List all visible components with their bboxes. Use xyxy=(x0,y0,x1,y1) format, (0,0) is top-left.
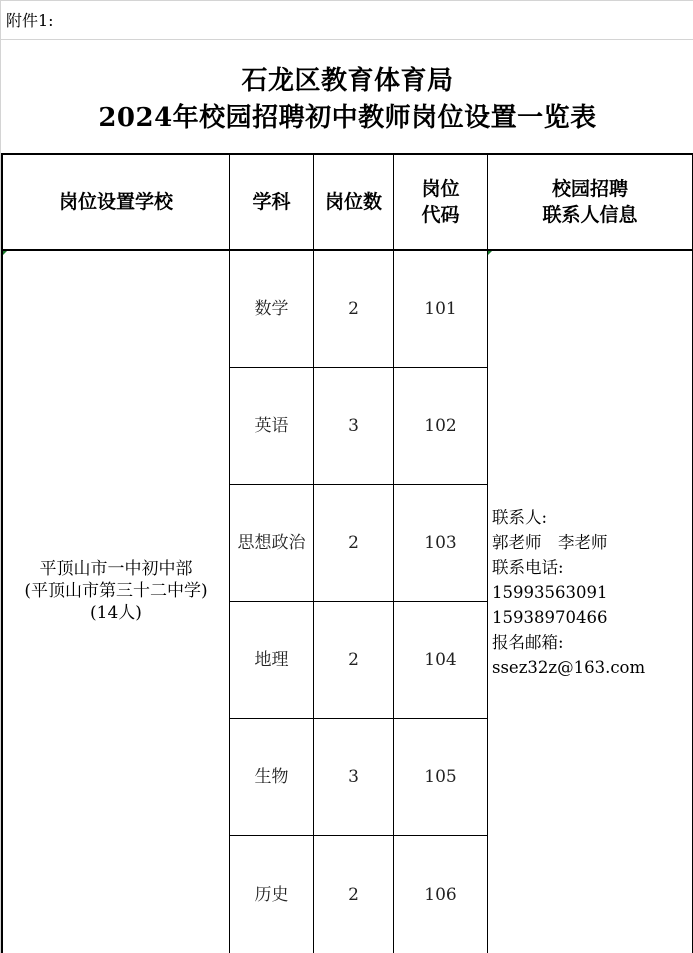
cell-marker xyxy=(488,251,492,255)
attachment-row xyxy=(1,0,693,40)
row-5-subject: 生物 xyxy=(254,767,289,787)
row-2-count: 3 xyxy=(348,416,359,436)
school-name: 平顶山市一中初中部 xyxy=(39,559,193,579)
row-1-count: 2 xyxy=(348,299,359,319)
school-cell xyxy=(3,551,229,631)
contact-persons: 郭老师 李老师 xyxy=(492,533,608,552)
row-1-subject: 数学 xyxy=(254,299,289,319)
row-2-subject: 英语 xyxy=(254,416,289,436)
header-code-line-1: 岗位 xyxy=(421,178,460,200)
row-3-count: 2 xyxy=(348,533,359,553)
header-subject: 学科 xyxy=(252,191,291,213)
column-divider-4 xyxy=(487,153,488,953)
row-1-code: 101 xyxy=(424,299,457,319)
school-alt-name: (平顶山市第三十二中学) xyxy=(24,581,208,601)
contact-phone-1: 15993563091 xyxy=(492,583,608,602)
row-6-subject: 历史 xyxy=(254,884,289,905)
row-2-code: 102 xyxy=(424,416,457,436)
contact-phone-label: 联系电话: xyxy=(492,558,564,577)
document-title-line-1: 石龙区教育体育局 xyxy=(241,66,454,96)
row-6-code: 106 xyxy=(424,884,457,905)
cell-marker xyxy=(3,251,7,255)
row-3-subject: 思想政治 xyxy=(237,533,306,553)
row-4-code: 104 xyxy=(424,650,457,670)
attachment-label: 附件1: xyxy=(6,11,54,30)
header-count: 岗位数 xyxy=(324,191,382,213)
contact-email: ssez32z@163.com xyxy=(492,658,646,677)
row-6-count: 2 xyxy=(348,884,359,905)
contact-person-label: 联系人: xyxy=(492,508,548,527)
row-5-count: 3 xyxy=(348,767,359,787)
row-3-code: 103 xyxy=(424,533,457,553)
row-4-count: 2 xyxy=(348,650,359,670)
contact-phone-2: 15938970466 xyxy=(492,608,608,627)
header-code xyxy=(394,155,487,249)
contact-email-label: 报名邮箱: xyxy=(492,633,564,652)
header-code-line-2: 代码 xyxy=(421,204,460,226)
row-5-code: 105 xyxy=(424,767,457,787)
title-block xyxy=(1,40,693,153)
row-4-subject: 地理 xyxy=(254,650,289,670)
document-title-line-2: 2024年校园招聘初中教师岗位设置一览表 xyxy=(98,103,597,133)
header-contact xyxy=(488,155,692,249)
header-school: 岗位设置学校 xyxy=(58,191,173,213)
header-contact-line-2: 联系人信息 xyxy=(542,204,638,226)
contact-info xyxy=(492,505,692,680)
school-headcount: (14人) xyxy=(90,603,142,623)
recruitment-table xyxy=(1,153,693,953)
header-contact-line-1: 校园招聘 xyxy=(551,178,628,200)
